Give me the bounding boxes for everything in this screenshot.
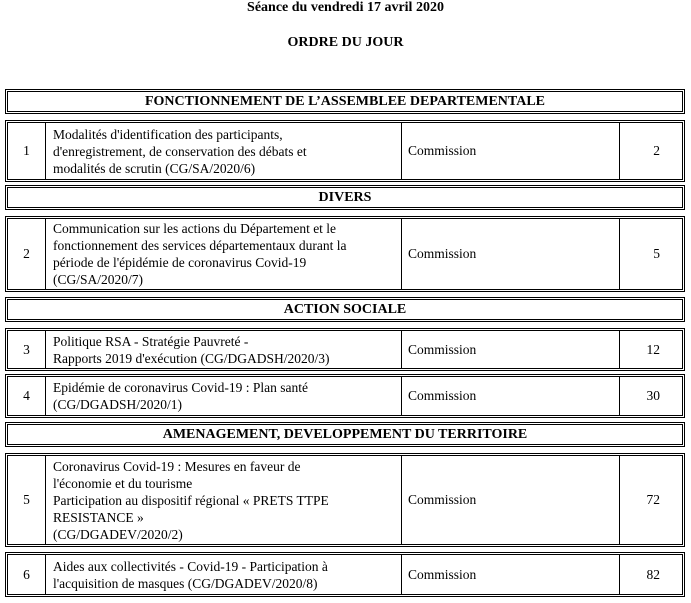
item-number: 6 [8, 555, 46, 594]
item-page-number: 5 [653, 246, 660, 261]
agenda-item-1 [5, 120, 685, 182]
item-title: Modalités d'identification des participants, d'enregistrement, de conservation des débats et modalités de scrutin (CG/SA/2020/6) [46, 123, 402, 179]
item-title: Communication sur les actions du Département et le fonctionnement des services départementaux durant la période de l'épidémie de coronavirus Covid-19 (CG/SA/2020/7) [46, 219, 402, 289]
item-number: 1 [8, 123, 46, 179]
agenda-item-6 [5, 552, 685, 597]
item-number: 3 [8, 331, 46, 368]
agenda-title: ORDRE DU JOUR [287, 35, 404, 50]
item-page-number: 2 [653, 143, 660, 158]
item-page-number: 72 [646, 492, 660, 507]
session-date-heading: Séance du vendredi 17 avril 2020 [247, 0, 444, 15]
item-page-number: 12 [646, 341, 660, 357]
item-body: Commission [402, 555, 620, 594]
item-page-number: 82 [646, 566, 660, 582]
item-body: Commission [402, 219, 620, 289]
item-title: Coronavirus Covid-19 : Mesures en faveur de l'économie et du tourisme Participation au dispositif régional « PRETS TTPE RESISTANCE » (CG/DGADEV/2020/2) [46, 456, 402, 544]
item-number: 4 [8, 377, 46, 415]
item-number: 5 [8, 456, 46, 544]
agenda-item-5 [5, 453, 685, 547]
item-title: Epidémie de coronavirus Covid-19 : Plan santé (CG/DGADSH/2020/1) [46, 377, 402, 415]
section-header-fonctionnement: FONCTIONNEMENT DE L’ASSEMBLEE DEPARTEMENTALE [5, 89, 685, 114]
section-header-action-sociale: ACTION SOCIALE [5, 297, 685, 322]
item-body: Commission [402, 456, 620, 544]
item-body: Commission [402, 377, 620, 415]
item-body: Commission [402, 331, 620, 368]
agenda-item-4 [5, 374, 685, 418]
item-page-number: 30 [646, 388, 660, 403]
section-header-amenagement: AMENAGEMENT, DEVELOPPEMENT DU TERRITOIRE [5, 422, 685, 447]
agenda-item-2 [5, 216, 685, 292]
item-title: Politique RSA - Stratégie Pauvreté - Rapports 2019 d'exécution (CG/DGADSH/2020/3) [46, 331, 402, 368]
item-number: 2 [8, 219, 46, 289]
item-title: Aides aux collectivités - Covid-19 - Participation à l'acquisition de masques (CG/DGADEV/2020/8) [46, 555, 402, 594]
item-body: Commission [402, 123, 620, 179]
section-header-divers: DIVERS [5, 185, 685, 210]
agenda-item-3 [5, 328, 685, 371]
